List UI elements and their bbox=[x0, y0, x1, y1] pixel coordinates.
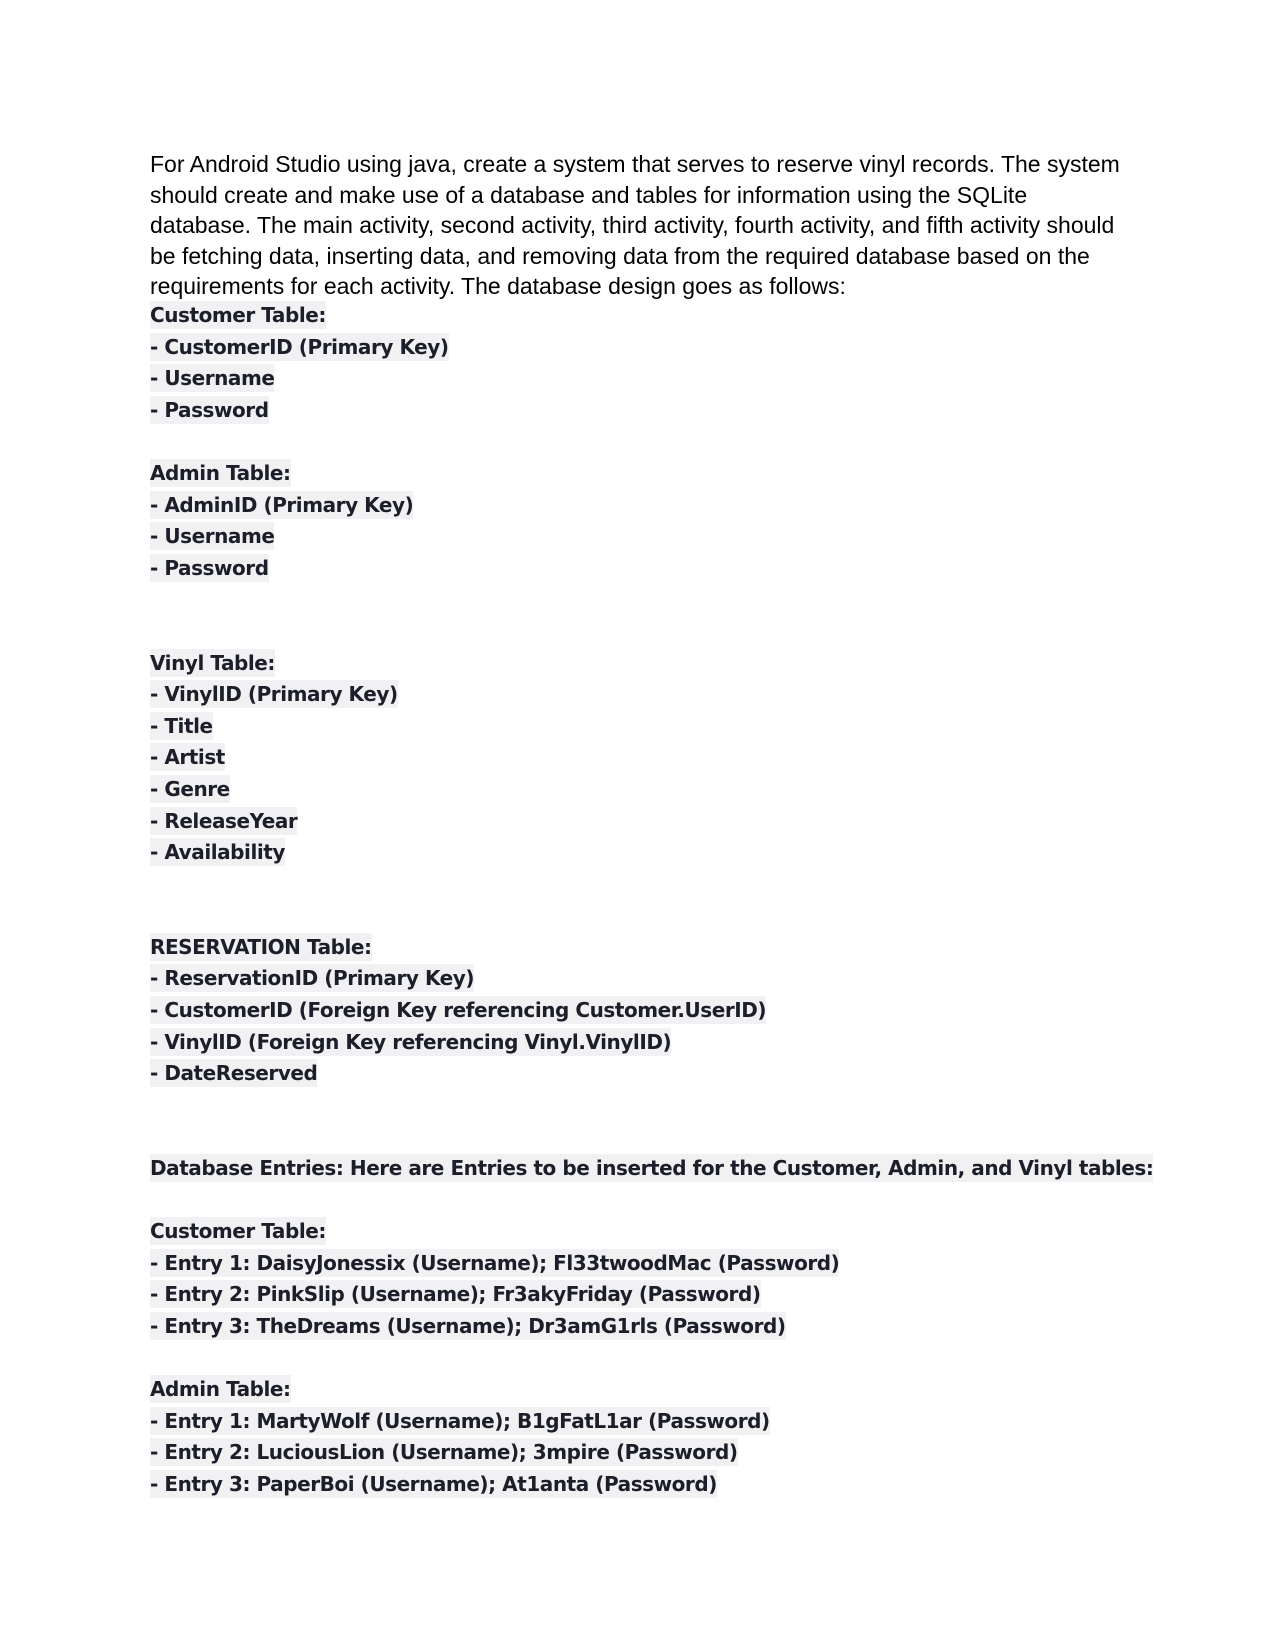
customer-field: - Username bbox=[150, 366, 275, 391]
vinyl-field: - Genre bbox=[150, 776, 230, 801]
admin-table-heading: Admin Table: bbox=[150, 460, 291, 485]
vinyl-field: - VinylID (Primary Key) bbox=[150, 682, 398, 707]
vinyl-field: - Availability bbox=[150, 840, 285, 865]
customer-entry: - Entry 2: PinkSlip (Username); Fr3akyFriday (Password) bbox=[150, 1282, 761, 1307]
entries-heading: Database Entries: Here are Entries to be inserted for the Customer, Admin, and Vinyl tables: bbox=[150, 1156, 1154, 1181]
blank-line bbox=[150, 1185, 1150, 1217]
admin-entry: - Entry 1: MartyWolf (Username); B1gFatL1ar (Password) bbox=[150, 1408, 770, 1433]
database-design bbox=[150, 300, 1154, 1501]
customer-field: - CustomerID (Primary Key) bbox=[150, 334, 449, 359]
blank-line bbox=[150, 869, 1150, 932]
customer-entries-heading: Customer Table: bbox=[150, 1219, 326, 1244]
customer-field: - Password bbox=[150, 397, 269, 422]
reservation-field: - DateReserved bbox=[150, 1061, 318, 1086]
customer-entry: - Entry 3: TheDreams (Username); Dr3amG1rls (Password) bbox=[150, 1314, 786, 1338]
admin-field: - Username bbox=[150, 524, 275, 549]
vinyl-field: - Title bbox=[150, 713, 213, 738]
reservation-table-heading: RESERVATION Table: bbox=[150, 934, 372, 959]
admin-field: - AdminID (Primary Key) bbox=[150, 492, 414, 517]
customer-entry: - Entry 1: DaisyJonessix (Username); Fl33twoodMac (Password) bbox=[150, 1250, 840, 1275]
admin-entry: - Entry 3: PaperBoi (Username); At1anta (Password) bbox=[150, 1471, 717, 1496]
customer-table-heading: Customer Table: bbox=[150, 303, 326, 327]
admin-field: - Password bbox=[150, 555, 269, 580]
reservation-field: - ReservationID (Primary Key) bbox=[150, 966, 475, 991]
blank-line bbox=[150, 426, 1150, 458]
admin-entry: - Entry 2: LuciousLion (Username); 3mpire (Password) bbox=[150, 1440, 738, 1465]
vinyl-field: - ReleaseYear bbox=[150, 808, 298, 833]
blank-line bbox=[150, 1090, 1150, 1153]
vinyl-field: - Artist bbox=[150, 745, 225, 770]
blank-line bbox=[150, 584, 1150, 647]
blank-line bbox=[150, 1343, 1150, 1375]
reservation-field: - VinylID (Foreign Key referencing Vinyl.VinylID) bbox=[150, 1029, 672, 1054]
vinyl-table-heading: Vinyl Table: bbox=[150, 650, 275, 675]
intro-paragraph: For Android Studio using java, create a system that serves to reserve vinyl records. The system should create and make use of a database and tables for information using the SQLite database. The main activity, second activity, third activity, fourth activity, and fifth activity should be fetching data, inserting data, and removing data from the required database based on the requirements for each activity. The database design goes as follows: bbox=[150, 151, 1120, 299]
reservation-field: - CustomerID (Foreign Key referencing Customer.UserID) bbox=[150, 998, 767, 1023]
admin-entries-heading: Admin Table: bbox=[150, 1377, 291, 1402]
